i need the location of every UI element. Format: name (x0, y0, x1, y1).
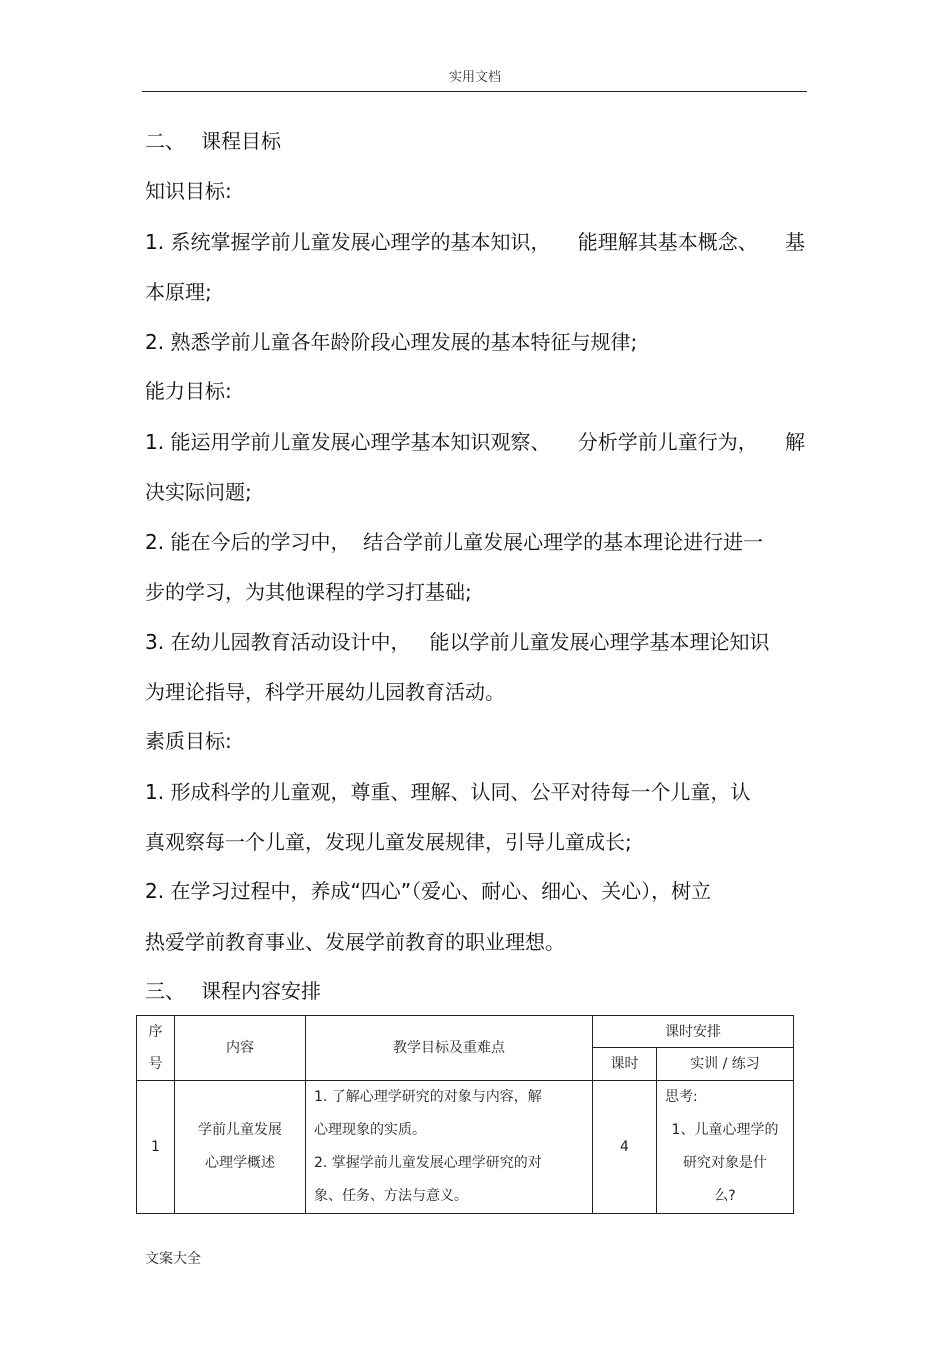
row-practice-line: 研究对象是什 (683, 1155, 767, 1171)
header-hours: 课时 (593, 1048, 657, 1081)
row-practice-line: 思考: (665, 1089, 698, 1105)
page-header: 实用文档 (448, 70, 501, 85)
ability-item-1 (145, 428, 805, 456)
quality-item-2-line-1: 2. 在学习过程中，养成“四心”（爱心、耐心、细心、关心），树立 (145, 879, 712, 903)
table-row (137, 1081, 794, 1214)
row-hours: 4 (593, 1081, 657, 1214)
row-content-line: 学前儿童发展 (198, 1122, 282, 1138)
header-seq (137, 1016, 175, 1081)
row-content-line: 心理学概述 (205, 1155, 275, 1171)
ability-item-2-line-2: 步的学习，为其他课程的学习打基础; (145, 580, 472, 604)
quality-goals-label: 素质目标: (145, 729, 232, 753)
section-number: 三、 (145, 979, 185, 1003)
page-footer: 文案大全 (145, 1251, 201, 1267)
row-practice (657, 1081, 794, 1214)
row-practice-line: 1、儿童心理学的 (671, 1122, 779, 1138)
text-part: 1. 能运用学前儿童发展心理学基本知识观察、 (145, 430, 551, 454)
knowledge-goals-label: 知识目标: (145, 179, 232, 203)
section-title: 课程内容安排 (201, 979, 321, 1003)
row-goals-line: 1. 了解心理学研究的对象与内容，解 (314, 1089, 542, 1105)
quality-item-1-line-1: 1. 形成科学的儿童观，尊重、理解、认同、公平对待每一个儿童，认 (145, 780, 751, 804)
row-goals (306, 1081, 593, 1214)
section-title: 课程目标 (201, 129, 281, 153)
ability-item-2-line-1: 2. 能在今后的学习中， 结合学前儿童发展心理学的基本理论进行进一 (145, 530, 764, 554)
ability-item-3-line-2: 为理论指导，科学开展幼儿园教育活动。 (145, 680, 505, 704)
row-content (175, 1081, 306, 1214)
header-divider (142, 91, 807, 92)
header-schedule: 课时安排 (593, 1016, 794, 1048)
row-seq: 1 (137, 1081, 175, 1214)
section-number: 二、 (145, 129, 185, 153)
row-goals-line: 心理现象的实质。 (314, 1122, 426, 1138)
header-seq-line-2: 号 (148, 1056, 163, 1072)
quality-item-2-line-2: 热爱学前教育事业、发展学前教育的职业理想。 (145, 930, 565, 954)
knowledge-item-1 (145, 228, 805, 256)
section-heading-content (145, 977, 321, 1005)
text-part: 分析学前儿童行为， (577, 430, 758, 454)
quality-item-1-line-2: 真观察每一个儿童，发现儿童发展规律，引导儿童成长; (145, 830, 632, 854)
header-goals: 教学目标及重难点 (306, 1016, 593, 1081)
knowledge-item-1-cont: 本原理; (145, 280, 212, 304)
ability-goals-label: 能力目标: (145, 379, 232, 403)
row-practice-line: 么? (714, 1188, 736, 1204)
header-content: 内容 (175, 1016, 306, 1081)
header-practice: 实训 / 练习 (657, 1048, 794, 1081)
knowledge-item-2: 2. 熟悉学前儿童各年龄阶段心理发展的基本特征与规律; (145, 330, 638, 354)
ability-item-1-cont: 决实际问题; (145, 480, 252, 504)
text-part: 能理解其基本概念、 (577, 230, 758, 254)
ability-item-3-line-1: 3. 在幼儿园教育活动设计中， 能以学前儿童发展心理学基本理论知识 (145, 630, 770, 654)
table-header-row (137, 1016, 794, 1048)
course-schedule-table (136, 1015, 794, 1214)
section-heading-goals (145, 127, 281, 155)
row-goals-line: 象、任务、方法与意义。 (314, 1188, 468, 1204)
row-goals-line: 2. 掌握学前儿童发展心理学研究的对 (314, 1155, 542, 1171)
text-part: 基 (784, 230, 805, 254)
header-seq-line-1: 序 (148, 1024, 163, 1040)
text-part: 解 (784, 430, 805, 454)
text-part: 1. 系统掌握学前儿童发展心理学的基本知识， (145, 230, 551, 254)
